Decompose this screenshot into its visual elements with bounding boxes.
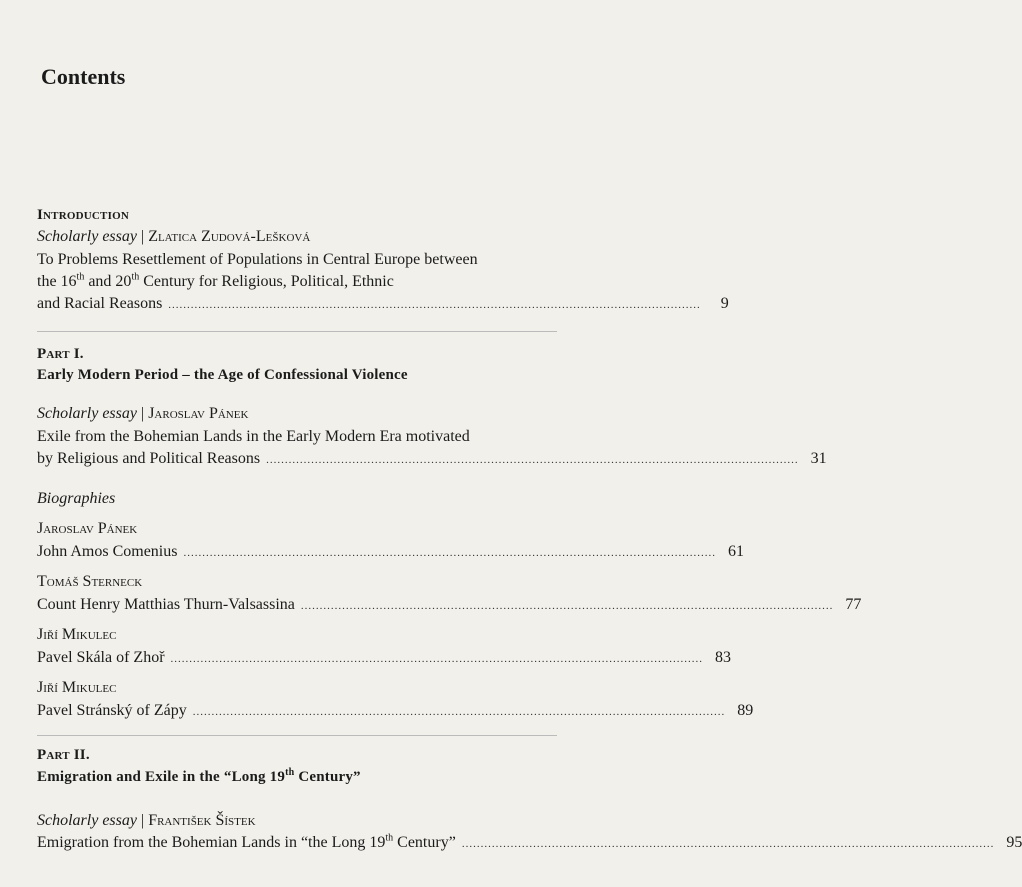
page-number: 61 xyxy=(727,543,744,560)
dot-leader: .............................................................................................................................................. xyxy=(300,600,834,612)
part-2-label: Part II. xyxy=(37,747,90,763)
dot-leader: .............................................................................................................................................. xyxy=(168,299,701,311)
dot-leader: .............................................................................................................................................. xyxy=(461,838,995,850)
bio-author: Jiří Mikulec xyxy=(37,679,117,696)
bio-entry-line xyxy=(37,649,732,671)
dot-leader: .............................................................................................................................................. xyxy=(170,653,704,665)
part-1-essay-entry-line xyxy=(37,450,827,472)
part-1-essay-byline: Scholarly essay | Jaroslav Pánek xyxy=(37,405,249,422)
introduction-byline: Scholarly essay | Zlatica Zudová-Lešková xyxy=(37,228,311,245)
page-number: 77 xyxy=(845,596,862,613)
page-number: 31 xyxy=(810,450,827,467)
part-1-essay-line-1: Exile from the Bohemian Lands in the Early Modern Era motivated xyxy=(37,428,470,445)
bio-author: Tomáš Sterneck xyxy=(37,573,143,590)
bio-entry-line xyxy=(37,596,862,618)
introduction-title-line-1: To Problems Resettlement of Populations in Central Europe between xyxy=(37,251,478,268)
page-title: Contents xyxy=(41,64,126,89)
essay-label: Scholarly essay xyxy=(37,228,137,245)
dot-leader: .............................................................................................................................................. xyxy=(192,706,726,718)
essay-author: Zlatica Zudová-Lešková xyxy=(148,228,311,245)
bio-title: John Amos Comenius xyxy=(37,543,178,560)
introduction-title-line-3: and Racial Reasons xyxy=(37,295,163,312)
essay-author: Jaroslav Pánek xyxy=(148,405,249,422)
part-2-essay-byline: Scholarly essay | František Šístek xyxy=(37,812,256,829)
essay-label: Scholarly essay xyxy=(37,812,137,829)
part-2-essay-title: Emigration from the Bohemian Lands in “the Long 19th Century” xyxy=(37,832,456,851)
essay-author: František Šístek xyxy=(148,812,256,829)
part-1-title: Early Modern Period – the Age of Confessional Violence xyxy=(37,367,408,383)
section-divider xyxy=(37,735,557,736)
page-number: 83 xyxy=(715,649,732,666)
page-number: 89 xyxy=(737,702,754,719)
bio-entry-line xyxy=(37,543,744,565)
page-number: 9 xyxy=(720,295,729,312)
part-1-label: Part I. xyxy=(37,346,84,362)
bio-entry-line xyxy=(37,702,754,724)
introduction-heading: Introduction xyxy=(37,207,129,223)
dot-leader: .............................................................................................................................................. xyxy=(183,547,716,559)
bio-title: Pavel Skála of Zhoř xyxy=(37,649,165,666)
biographies-label: Biographies xyxy=(37,490,116,507)
essay-label: Scholarly essay xyxy=(37,405,137,422)
part-2-essay-entry-line xyxy=(37,832,1022,856)
bio-author: Jiří Mikulec xyxy=(37,626,117,643)
bio-author: Jaroslav Pánek xyxy=(37,520,138,537)
section-divider xyxy=(37,331,557,332)
part-1-essay-line-2: by Religious and Political Reasons xyxy=(37,450,261,467)
page-number: 95 xyxy=(1006,834,1022,851)
bio-title: Pavel Stránský of Zápy xyxy=(37,702,187,719)
introduction-title-line-2: the 16th and 20th Century for Religious, Political, Ethnic xyxy=(37,271,394,290)
dot-leader: .............................................................................................................................................. xyxy=(266,454,799,466)
part-2-title: Emigration and Exile in the “Long 19th Century” xyxy=(37,767,361,785)
bio-title: Count Henry Matthias Thurn-Valsassina xyxy=(37,596,295,613)
introduction-entry-line xyxy=(37,295,729,317)
